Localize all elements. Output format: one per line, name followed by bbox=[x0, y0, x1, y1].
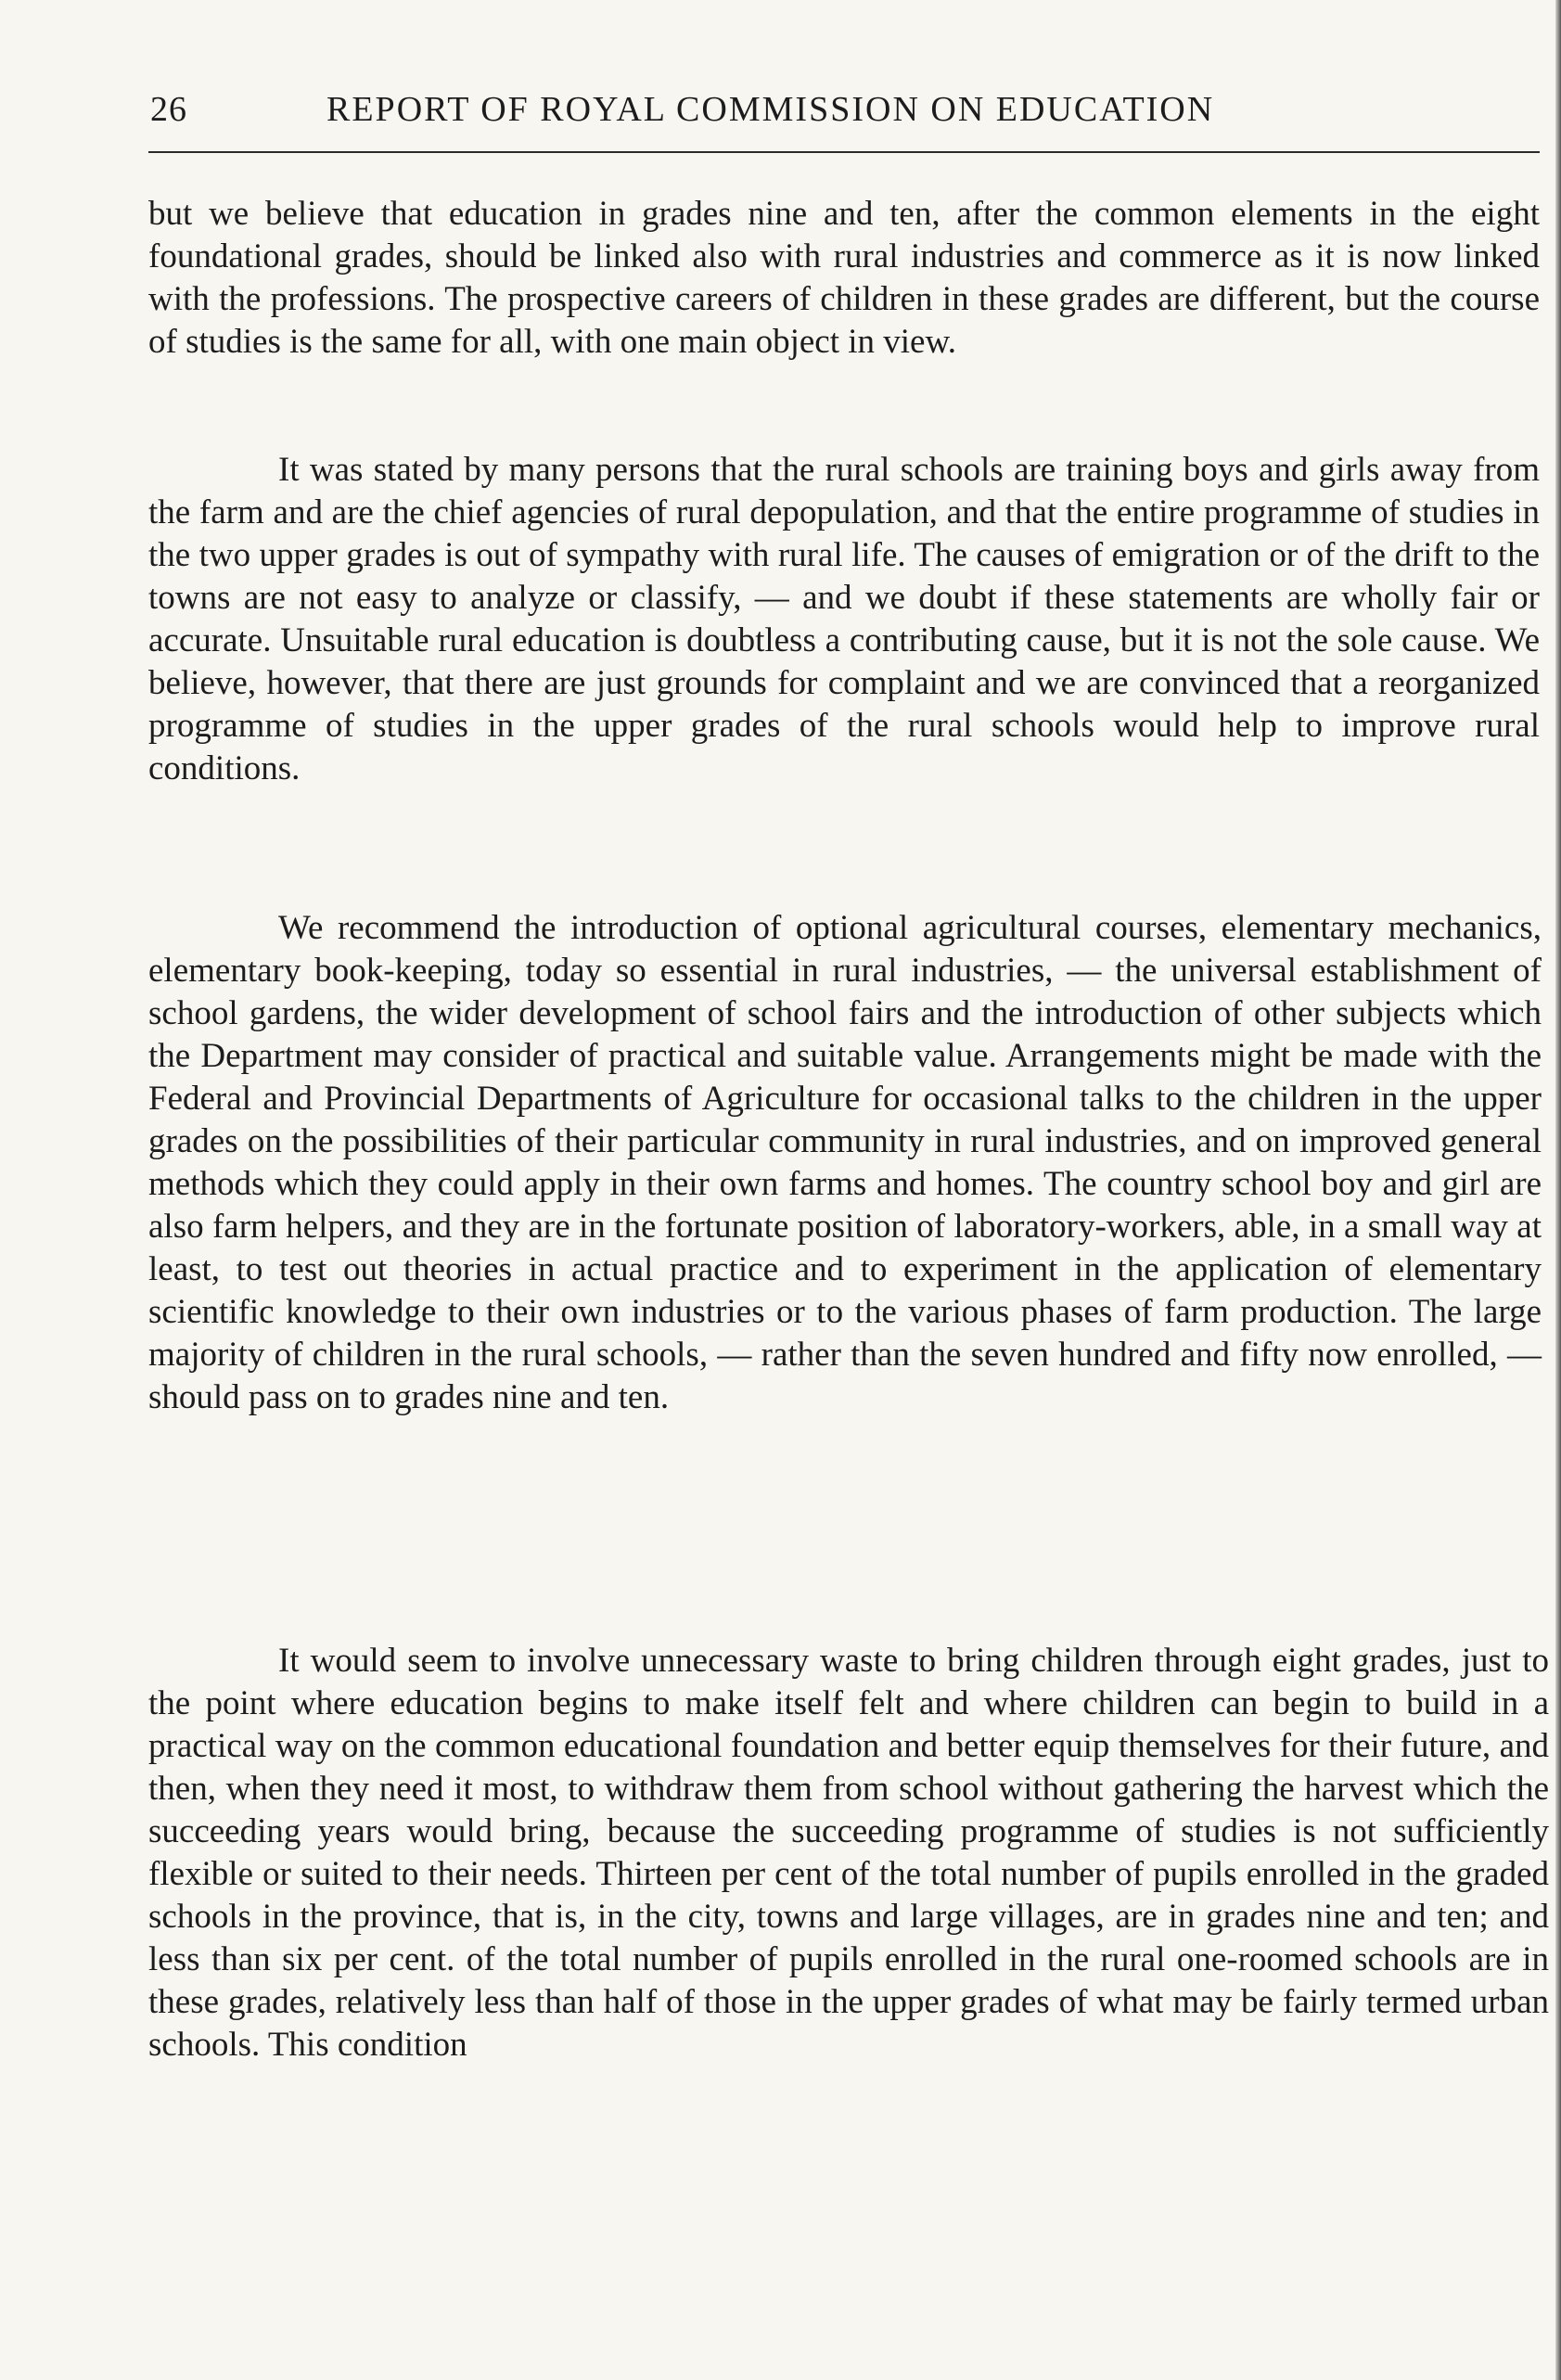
paragraph-4 bbox=[148, 1640, 1549, 2067]
paragraph-text: It would seem to involve unnecessary waste to bring children through eight grades, just to the point where education begins to make itself felt and where children can begin to build in a practical way on the common educational foundation and better equip themselves for their future, and then, when they need it most, to withdraw them from school without gathering the harvest which the succeeding years would bring, because the succeeding programme of studies is not sufficiently flexible or suited to their needs. Thirteen per cent of the total number of pupils enrolled in the graded schools in the province, that is, in the city, towns and large villages, are in grades nine and ten; and less than six per cent. of the total number of pupils enrolled in the rural one-roomed schools are in these grades, relatively less than half of those in the upper grades of what may be fairly termed urban schools. This condition bbox=[148, 1642, 1549, 2064]
running-title: REPORT OF ROYAL COMMISSION ON EDUCATION bbox=[326, 90, 1215, 129]
paragraph-text: but we believe that education in grades nine and ten, after the common elements in the eight foundational grades, should be linked also with rural industries and commerce as it is now linked with the professions. The prospective careers of children in these grades are different, but the course of studies is the same for all, with one main object in view. bbox=[148, 195, 1540, 361]
paragraph-text: We recommend the introduction of optional agricultural courses, elementary mechanics, elementary book-keeping, today so essential in rural industries, — the universal establishment of school gardens, the wider development of school fairs and the introduction of other subjects which the Department may consider of practical and suitable value. Arrangements might be made with the Federal and Provincial Departments of Agriculture for occasional talks to the children in the upper grades on the possibilities of their particular community in rural industries, and on improved general methods which they could apply in their own farms and homes. The country school boy and girl are also farm helpers, and they are in the fortunate position of laboratory-workers, able, in a small way at least, to test out theories in actual practice and to experiment in the application of elementary scientific knowledge to their own industries or to the various phases of farm production. The large majority of children in the rural schools, — rather than the seven hundred and fifty now enrolled, — should pass on to grades nine and ten. bbox=[148, 909, 1542, 1416]
header-rule bbox=[148, 151, 1540, 153]
paragraph-2 bbox=[148, 449, 1540, 790]
paragraph-text: It was stated by many persons that the rural schools are training boys and girls away from the farm and are the chief agencies of rural depopulation, and that the entire programme of studies in the two upper grades is out of sympathy with rural life. The causes of emigration or of the drift to the towns are not easy to analyze or classify, — and we doubt if these statements are wholly fair or accurate. Unsuitable rural education is doubtless a contributing cause, but it is not the sole cause. We believe, however, that there are just grounds for complaint and we are convinced that a reorganized programme of studies in the upper grades of the rural schools would help to improve rural conditions. bbox=[148, 451, 1540, 787]
paragraph-3 bbox=[148, 907, 1542, 1419]
page-edge-shadow bbox=[1555, 0, 1561, 2380]
page-header bbox=[150, 89, 1532, 145]
page-number: 26 bbox=[150, 90, 187, 129]
paragraph-1 bbox=[148, 193, 1540, 364]
